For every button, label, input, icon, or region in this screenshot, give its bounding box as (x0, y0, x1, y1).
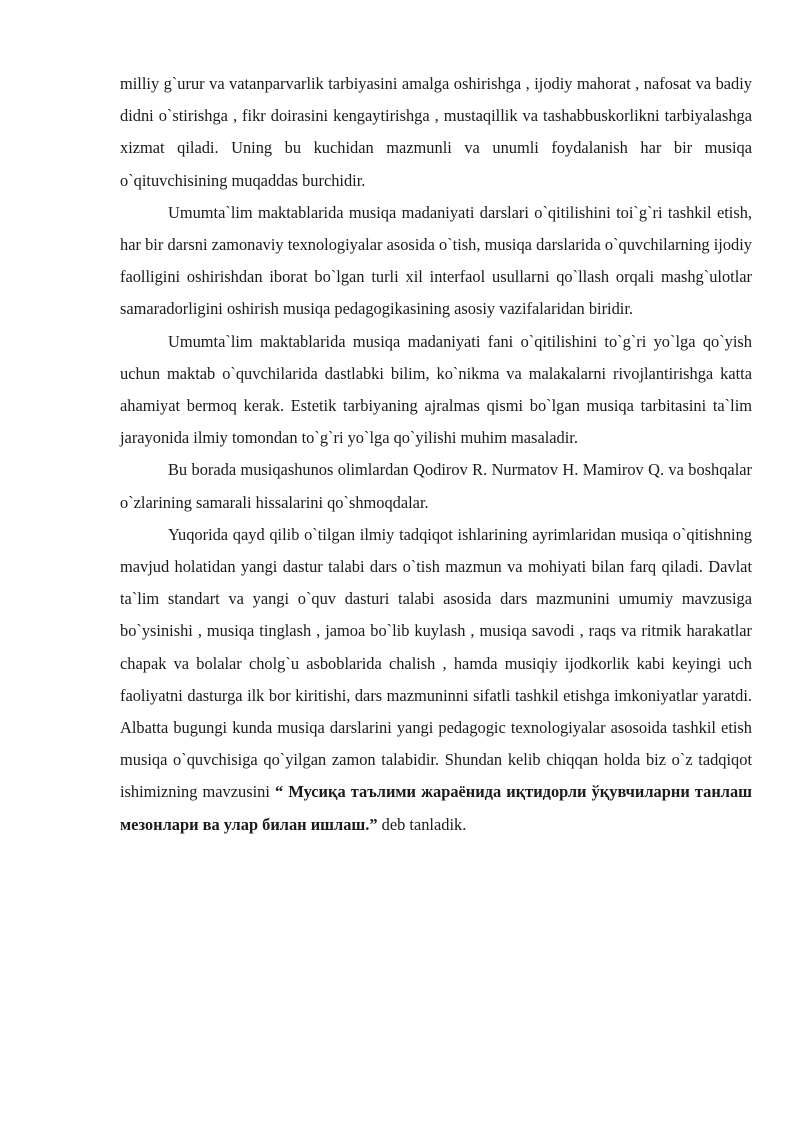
paragraph-1: milliy g`urur va vatanparvarlik tarbiyasini amalga oshirishga , ijodiy mahorat , nafosat va badiy didni o`stirishga , fikr doirasini kengaytirishga , mustaqillik va tashabbuskorlikni tarbiyalashga xizmat qiladi. Uning bu kuchidan mazmunli va unumli foydalanish har bir musiqa o`qituvchisining muqaddas burchidir. (120, 74, 752, 190)
paragraph-5-text: Yuqorida qayd qilib o`tilgan ilmiy tadqiqot ishlarining ayrimlaridan musiqa o`qitishning mavjud holatidan yangi dastur talabi dars o`tish mazmun va mohiyati bilan farq qiladi. Davlat ta`lim standart va yangi o`quv dasturi talabi asosida dars mazmunini umumiy mavzusiga bo`ysinishi , musiqa tinglash , jamoa bo`lib kuylash , musiqa savodi , raqs va ritmik harakatlar chapak va bolalar cholg`u asboblarida chalish , hamda musiqiy ijodkorlik kabi keyingi uch faoliyatni dasturga ilk bor kiritishi, dars mazmuninni sifatli tashkil etishga imkoniyatlar yaratdi. Albatta bugungi kunda musiqa darslarini yangi pedagogic texnologiyalar asosoida tashkil etish musiqa o`quvchisiga qo`yilgan zamon talabidir. Shundan kelib chiqqan holda biz o`z tadqiqot ishimizning mavzusini (120, 524, 752, 802)
research-topic-title: “ Мусиқа таълими жараёнида иқтидорли ўқувчиларни танлаш мезонлари ва улар билан ишлаш.” (120, 782, 752, 834)
paragraph-4: Bu borada musiqashunos olimlardan Qodirov R. Nurmatov H. Mamirov Q. va boshqalar o`zlarining samarali hissalarini qo`shmoqdalar. (120, 460, 752, 512)
paragraph-2: Umumta`lim maktablarida musiqa madaniyati darslari o`qitilishini toi`g`ri tashkil etish, har bir darsni zamonaviy texnologiyalar asosida o`tish, musiqa darslarida o`quvchilarning ijodiy faolligini oshirishdan iborat bo`lgan turli xil interfaol usullarni qo`llash orqali mashg`ulotlar samaradorligini oshirish musiqa pedagogikasining asosiy vazifalaridan biridir. (120, 202, 752, 319)
document-page (120, 68, 752, 841)
paragraph-3: Umumta`lim maktablarida musiqa madaniyati fani o`qitilishini to`g`ri yo`lga qo`yish uchun maktab o`quvchilarida dastlabki bilim, ko`nikma va malakalarni rivojlantirishga katta ahamiyat bermoq kerak. Estetik tarbiyaning ajralmas qismi bo`lgan musiqa tarbitasini ta`lim jarayonida ilmiy tomondan to`g`ri yo`lga qo`yilishi muhim masaladir. (120, 331, 752, 448)
paragraph-5 (120, 519, 752, 841)
paragraph-5-tail: deb tanladik. (377, 814, 467, 834)
